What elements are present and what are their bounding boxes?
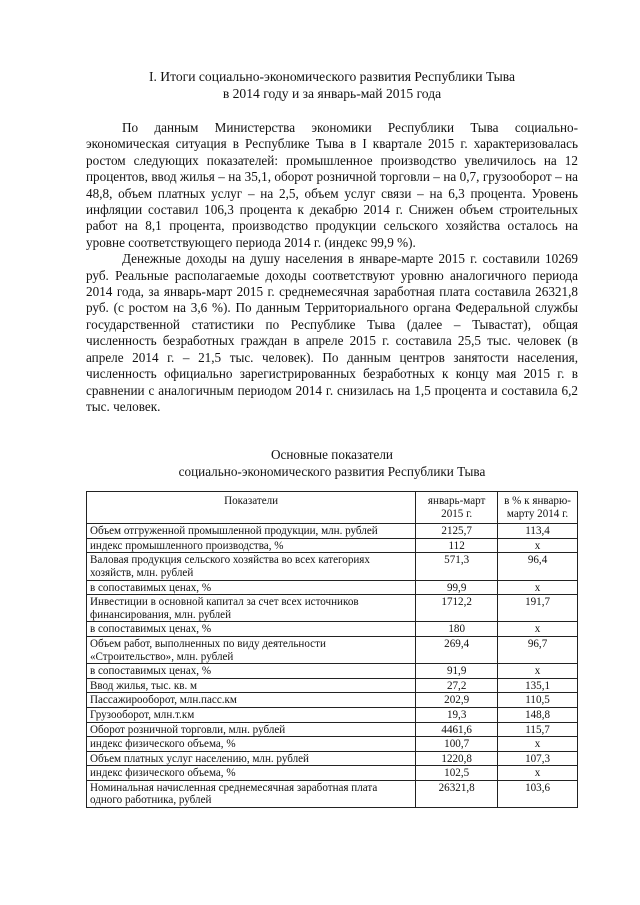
indicator-cell: Объем отгруженной промышленной продукции, млн. рублей xyxy=(87,524,416,539)
document-title-line-1: I. Итоги социально-экономического развития Республики Тыва xyxy=(148,69,516,84)
table-row xyxy=(87,693,578,708)
percent-cell: 96,7 xyxy=(498,636,578,663)
percent-cell: х xyxy=(498,664,578,679)
table-header-row xyxy=(87,492,578,524)
percent-cell: 107,3 xyxy=(498,751,578,766)
header-jan-mar-2015: январь-март 2015 г. xyxy=(416,492,498,524)
percent-cell: 115,7 xyxy=(498,722,578,737)
table-row xyxy=(87,524,578,539)
value-cell: 91,9 xyxy=(416,664,498,679)
percent-cell: 96,4 xyxy=(498,553,578,580)
table-row xyxy=(87,664,578,679)
table-row xyxy=(87,766,578,781)
indicator-cell: Инвестиции в основной капитал за счет всех источников финансирования, млн. рублей xyxy=(87,595,416,622)
indicator-cell: Объем платных услуг населению, млн. рублей xyxy=(87,751,416,766)
percent-cell: 113,4 xyxy=(498,524,578,539)
percent-cell: 103,6 xyxy=(498,780,578,807)
percent-cell: 135,1 xyxy=(498,678,578,693)
table-body xyxy=(87,524,578,808)
percent-cell: х xyxy=(498,766,578,781)
indicator-cell: Оборот розничной торговли, млн. рублей xyxy=(87,722,416,737)
table-row xyxy=(87,553,578,580)
indicator-cell: Грузооборот, млн.т.км xyxy=(87,707,416,722)
paragraph-2: Денежные доходы на душу населения в январе-марте 2015 г. составили 10269 руб. Реальные располагаемые доходы соответствуют уровню аналогичного периода 2014 года, за январь-март 2015 г. среднемесячная заработная плата составила 26321,8 руб. (с ростом на 3,6 %). По данным Территориального органа Федеральной службы государственной статистики по Республике Тыва (далее – Тывастат), общая численность безработных граждан в апреле 2015 г. составила 25,5 тыс. человек (в апреле 2014 г. – 21,5 тыс. человек). По данным центров занятости населения, численность официально зарегистрированных безработных к концу мая 2015 г. в сравнении с аналогичным периодом 2014 г. снизилась на 1,5 процента и составила 6,2 тыс. человек. xyxy=(86,251,578,414)
document-title-line-2: в 2014 году и за январь-май 2015 года xyxy=(222,86,442,101)
percent-cell: 148,8 xyxy=(498,707,578,722)
indicator-cell: Объем работ, выполненных по виду деятельности «Строительство», млн. рублей xyxy=(87,636,416,663)
value-cell: 2125,7 xyxy=(416,524,498,539)
percent-cell: 191,7 xyxy=(498,595,578,622)
indicator-cell: индекс физического объема, % xyxy=(87,737,416,752)
indicator-cell: Валовая продукция сельского хозяйства во всех категориях хозяйств, млн. рублей xyxy=(87,553,416,580)
table-row xyxy=(87,678,578,693)
percent-cell: х xyxy=(498,538,578,553)
table-row xyxy=(87,636,578,663)
value-cell: 100,7 xyxy=(416,737,498,752)
value-cell: 269,4 xyxy=(416,636,498,663)
value-cell: 4461,6 xyxy=(416,722,498,737)
indicator-cell: в сопоставимых ценах, % xyxy=(87,580,416,595)
table-row xyxy=(87,751,578,766)
value-cell: 1712,2 xyxy=(416,595,498,622)
table-row xyxy=(87,622,578,637)
percent-cell: 110,5 xyxy=(498,693,578,708)
table-row xyxy=(87,737,578,752)
indicator-cell: Пассажирооборот, млн.пасс.км xyxy=(87,693,416,708)
value-cell: 180 xyxy=(416,622,498,637)
header-percent-2014: в % к январю-марту 2014 г. xyxy=(498,492,578,524)
indicator-cell: Номинальная начисленная среднемесячная заработная плата одного работника, рублей xyxy=(87,780,416,807)
indicator-cell: индекс промышленного производства, % xyxy=(87,538,416,553)
indicator-cell: индекс физического объема, % xyxy=(87,766,416,781)
value-cell: 102,5 xyxy=(416,766,498,781)
table-row xyxy=(87,707,578,722)
table-title-line-1: Основные показатели xyxy=(270,447,393,462)
indicator-cell: в сопоставимых ценах, % xyxy=(87,664,416,679)
header-indicator: Показатели xyxy=(87,492,416,524)
body-text xyxy=(86,120,578,415)
paragraph-1: По данным Министерства экономики Республики Тыва социально-экономическая ситуация в Республике Тыва в I квартале 2015 г. характеризовалась ростом следующих показателей: промышленное производство увеличилось на 12 процентов, ввод жилья – на 35,1, оборот розничной торговли – на 0,7, грузооборот – на 48,8, объем платных услуг – на 2,5, объем услуг связи – на 6,3 процента. Уровень инфляции составил 106,3 процента к декабрю 2014 г. Снижен объем строительных работ на 8,1 процента, производство продукции сельского хозяйства осталось на уровне соответствующего периода 2014 г. (индекс 99,9 %). xyxy=(86,120,578,250)
value-cell: 112 xyxy=(416,538,498,553)
value-cell: 99,9 xyxy=(416,580,498,595)
value-cell: 571,3 xyxy=(416,553,498,580)
document-title xyxy=(86,68,578,102)
indicator-cell: Ввод жилья, тыс. кв. м xyxy=(87,678,416,693)
table-row xyxy=(87,722,578,737)
value-cell: 26321,8 xyxy=(416,780,498,807)
percent-cell: х xyxy=(498,622,578,637)
value-cell: 1220,8 xyxy=(416,751,498,766)
value-cell: 19,3 xyxy=(416,707,498,722)
table-row xyxy=(87,780,578,807)
percent-cell: х xyxy=(498,737,578,752)
percent-cell: х xyxy=(498,580,578,595)
table-row xyxy=(87,580,578,595)
table-row xyxy=(87,538,578,553)
value-cell: 27,2 xyxy=(416,678,498,693)
value-cell: 202,9 xyxy=(416,693,498,708)
table-title-line-2: социально-экономического развития Республики Тыва xyxy=(178,464,486,479)
table-title xyxy=(86,446,578,480)
table-row xyxy=(87,595,578,622)
indicator-cell: в сопоставимых ценах, % xyxy=(87,622,416,637)
indicators-table xyxy=(86,491,578,808)
